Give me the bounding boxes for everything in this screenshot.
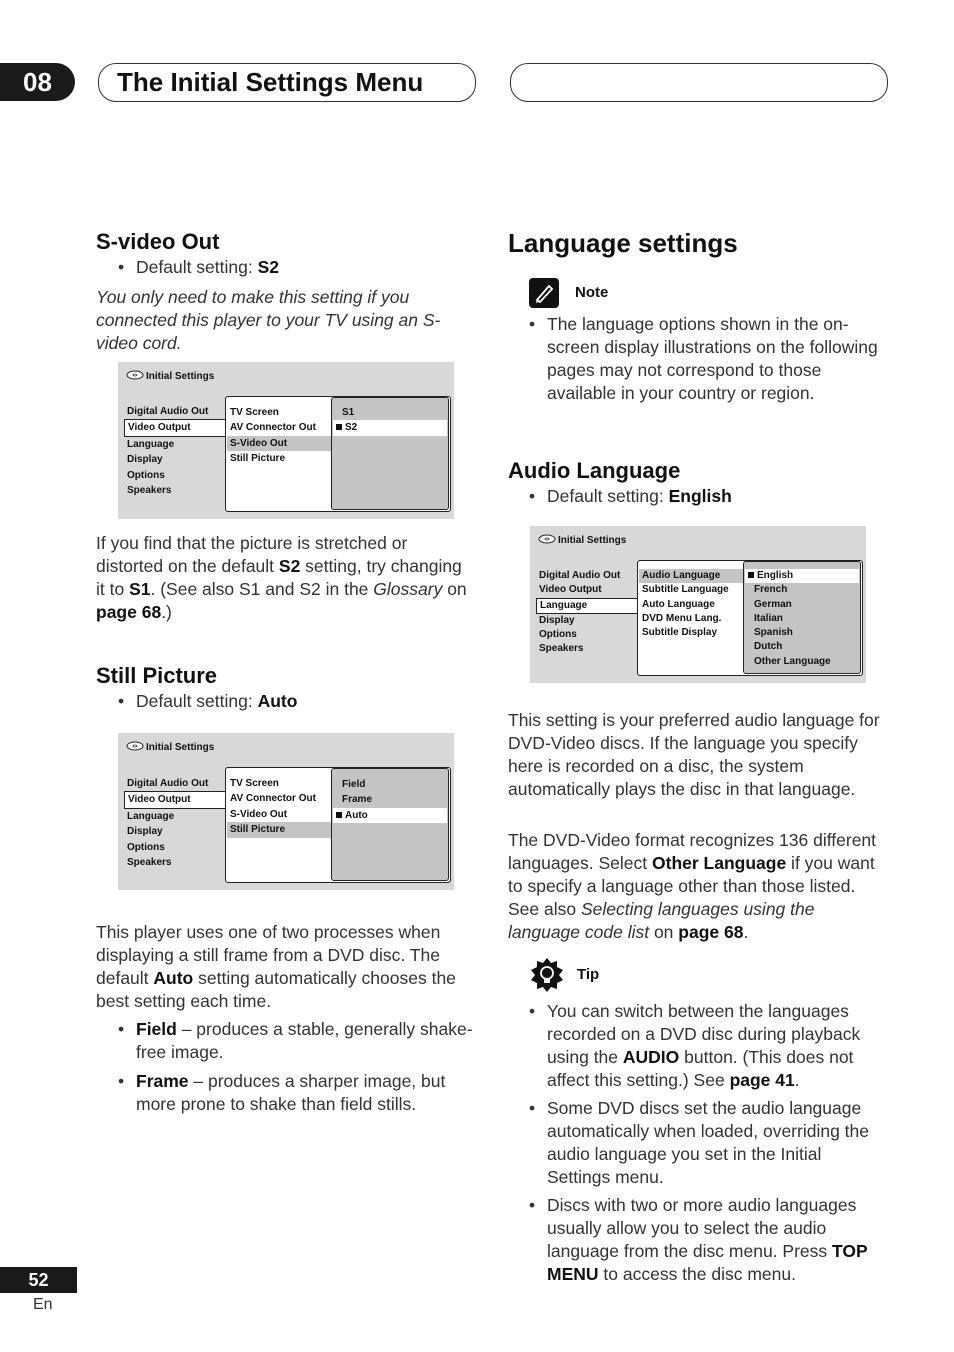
menu-item: Language (127, 438, 175, 450)
submenu-item-selected: Audio Language (639, 569, 743, 583)
menu-item: Display (539, 614, 575, 626)
chapter-title-box (98, 63, 476, 102)
chapter-title: The Initial Settings Menu (117, 67, 424, 97)
menu-item: Digital Audio Out (127, 778, 209, 789)
audio-default: • Default setting: English (529, 486, 732, 506)
menu-item: Speakers (127, 856, 172, 868)
menu-item: Speakers (127, 484, 172, 496)
svideo-body: If you find that the picture is stretched or distorted on the default S2 setting, try changing it to S1. (See also S1 and S2 in the Glossary on page 68.) (96, 533, 467, 622)
selected-marker-icon (748, 572, 754, 578)
selected-marker-icon (336, 424, 342, 430)
video-submenu (227, 405, 332, 467)
note-bullet: • The language options shown in the on-screen display illustrations on the following pages may not correspond to those available in your country or region. (529, 314, 878, 403)
option-item-selected: Auto (333, 808, 447, 823)
language-code: En (33, 1296, 53, 1313)
submenu-item: S-Video Out (230, 808, 288, 820)
submenu-item: DVD Menu Lang. (642, 612, 722, 624)
audio-language-desc-2: The DVD-Video format recognizes 136 different languages. Select Other Language if you want to specify a language other than those listed. See also Selecting languages using the language code list on page 68. (508, 830, 877, 942)
main-menu (536, 569, 638, 657)
menu-item: Digital Audio Out (539, 570, 621, 581)
note-label: Note (575, 284, 609, 301)
page-link[interactable]: page 68 (678, 922, 744, 942)
page-number: 52 (0, 1267, 77, 1293)
still-heading: Still Picture (96, 663, 218, 688)
screen-title: Initial Settings (558, 535, 627, 546)
language-options (745, 569, 859, 669)
option-item: French (754, 584, 788, 596)
page-link[interactable]: page 68 (96, 602, 162, 622)
option-item-selected: S2 (333, 420, 447, 435)
option-item: S1 (342, 407, 355, 418)
menu-item: Display (127, 826, 163, 838)
svideo-intro: You only need to make this setting if you connected this player to your TV using an S-video cord. (96, 287, 441, 353)
menu-item: Language (127, 810, 175, 822)
option-item-selected: English (745, 569, 859, 583)
disc-icon (538, 533, 556, 545)
menu-item: Video Output (539, 584, 602, 596)
submenu-item: Subtitle Display (642, 627, 718, 639)
submenu-item: AV Connector Out (230, 793, 316, 805)
tip-lightbulb-icon (529, 957, 565, 993)
language-heading: Language settings (508, 228, 738, 258)
svideo-default: • Default setting: S2 (118, 257, 280, 277)
menu-item-selected: Video Output (124, 419, 226, 436)
audio-language-screen (530, 526, 866, 683)
still-body: This player uses one of two processes when displaying a still frame from a DVD disc. The default Auto setting automatically chooses the best setting each time. (96, 922, 456, 1011)
still-default: • Default setting: Auto (118, 691, 298, 711)
screen-title: Initial Settings (146, 742, 215, 753)
page-link[interactable]: page 41 (729, 1070, 795, 1090)
video-submenu (227, 776, 332, 838)
tip-label: Tip (577, 966, 600, 983)
menu-item: Options (539, 629, 577, 641)
option-item: Spanish (754, 627, 793, 639)
note-icon (529, 278, 559, 308)
audio-language-desc: This setting is your preferred audio language for DVD-Video discs. If the language you specify here is recorded on a disc, the system automatically plays the disc in that language. (508, 710, 880, 799)
tip-bullet-1: • You can switch between the languages recorded on a DVD disc during playback using the AUDIO button. (This does not affect this setting.) See page 41. (529, 1001, 861, 1090)
language-submenu (639, 569, 743, 640)
svideo-options (333, 405, 447, 436)
option-item: Italian (754, 612, 783, 624)
menu-item: Speakers (539, 643, 584, 655)
menu-item: Options (127, 469, 165, 481)
submenu-item-selected: Still Picture (227, 822, 332, 837)
disc-icon (126, 740, 144, 752)
submenu-item: TV Screen (230, 407, 279, 418)
menu-item: Display (127, 454, 163, 466)
menu-item-selected: Language (536, 598, 638, 614)
frame-bullet: • Frame – produces a sharper image, but more prone to shake than field stills. (118, 1071, 446, 1114)
submenu-item: Auto Language (642, 598, 715, 610)
submenu-item: AV Connector Out (230, 422, 316, 434)
disc-icon (126, 369, 144, 381)
option-item: Dutch (754, 641, 783, 653)
still-options (333, 777, 447, 823)
submenu-item: Subtitle Language (642, 584, 729, 596)
menu-item: Options (127, 841, 165, 853)
field-bullet: • Field – produces a stable, generally shake-free image. (118, 1019, 473, 1062)
svideo-screen (118, 362, 454, 519)
option-item: German (754, 598, 792, 610)
selected-marker-icon (336, 812, 342, 818)
main-menu (124, 776, 226, 870)
tip-bullet-3: • Discs with two or more audio languages usually allow you to select the audio language from the disc menu. Press TOP MENU to access the disc menu. (529, 1195, 868, 1284)
chapter-number-tab: 08 (0, 63, 75, 101)
option-item: Frame (342, 794, 373, 806)
option-item: Field (342, 779, 366, 790)
still-screen (118, 733, 454, 890)
menu-item-selected: Video Output (124, 791, 226, 808)
main-menu (124, 404, 226, 498)
svideo-heading: S-video Out (96, 229, 220, 254)
audio-language-heading: Audio Language (508, 458, 681, 483)
submenu-item: TV Screen (230, 778, 279, 789)
submenu-item: Still Picture (230, 453, 286, 465)
submenu-item-selected: S-Video Out (227, 436, 332, 451)
header-blank-box (510, 63, 888, 102)
menu-item: Digital Audio Out (127, 406, 209, 417)
tip-bullet-2: • Some DVD discs set the audio language automatically when loaded, overriding the audio language you set in the Initial Settings menu. (529, 1098, 869, 1187)
screen-title: Initial Settings (146, 371, 215, 382)
option-item: Other Language (754, 655, 831, 667)
